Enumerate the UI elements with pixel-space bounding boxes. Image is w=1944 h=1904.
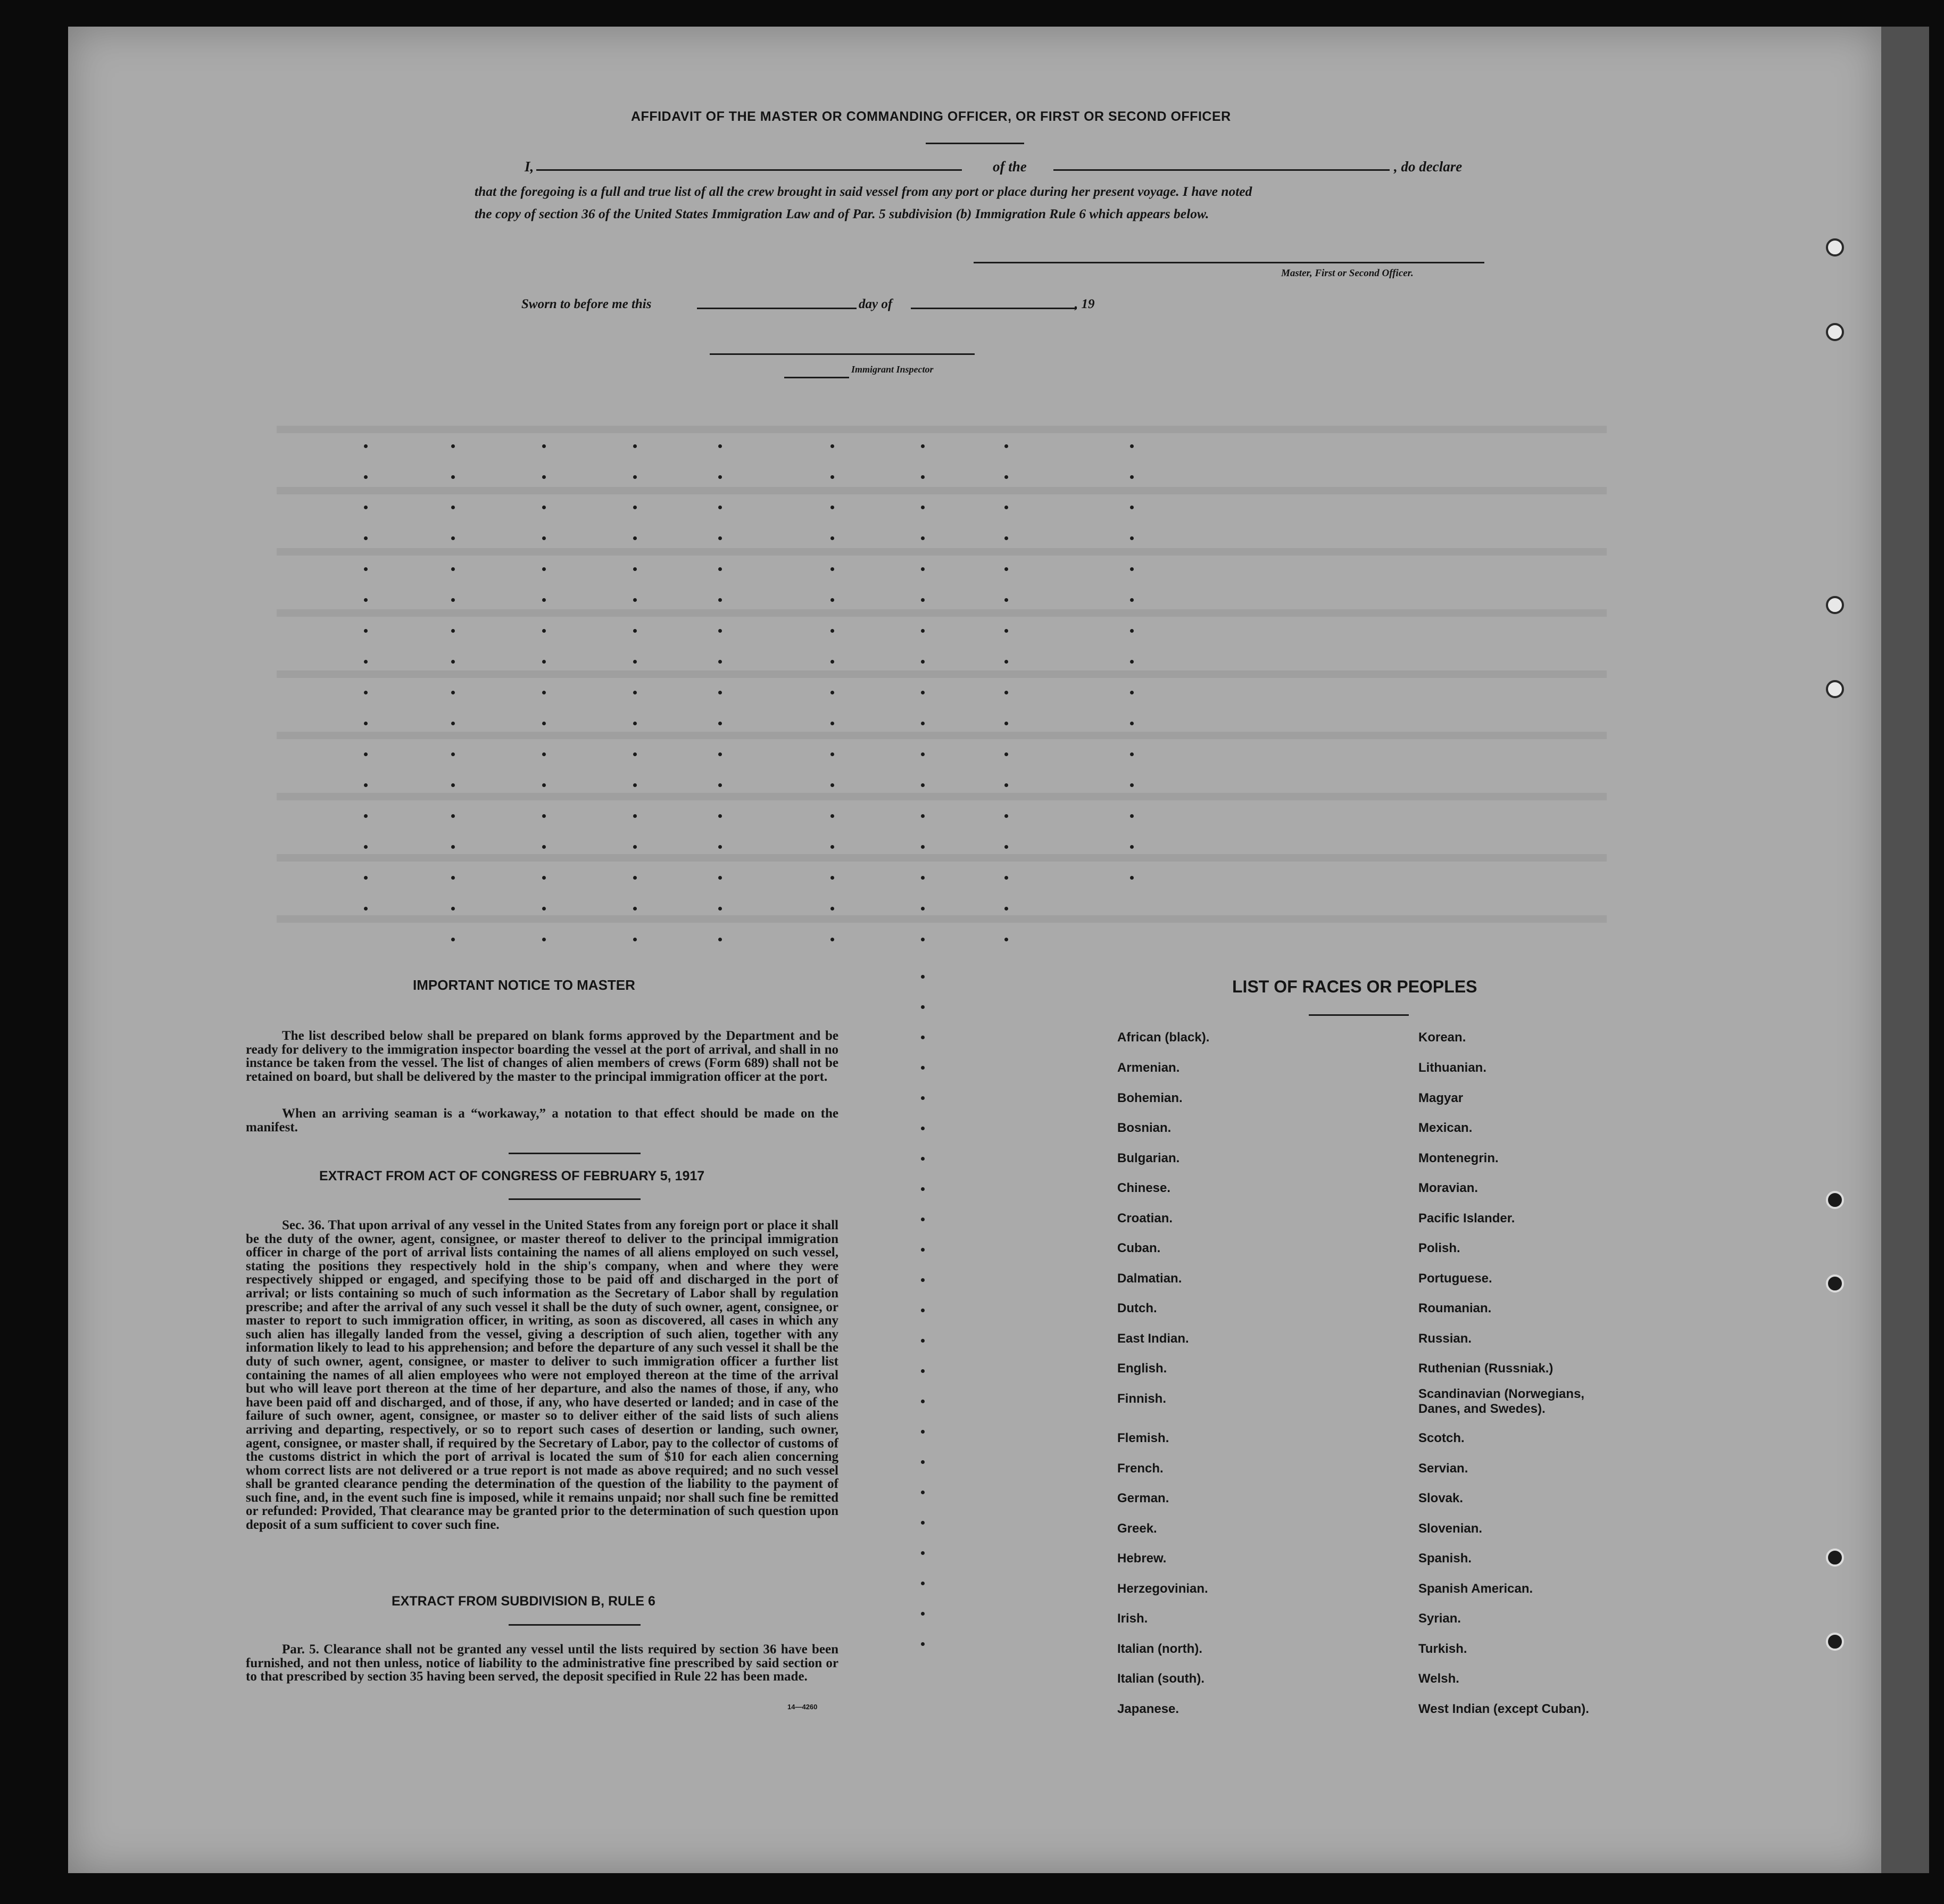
dot-marker [1130,814,1134,818]
dot-marker [1004,938,1008,941]
dot-marker [830,691,834,694]
dot-marker [542,752,546,756]
dot-marker [1130,752,1134,756]
dot-marker [633,722,637,725]
dot-marker [364,783,368,787]
dot-marker [451,876,455,880]
dot-marker [1004,506,1008,509]
dot-marker [633,444,637,448]
dot-marker [364,691,368,694]
dot-marker [921,1612,925,1616]
dot-marker [830,629,834,633]
notice-paragraph-2: When an arriving seaman is a “workaway,” a notation to that effect should be made on the manifest. [246,1106,838,1135]
dot-marker [633,629,637,633]
dot-marker [921,1157,925,1161]
dot-marker [364,814,368,818]
dot-marker [718,752,722,756]
dot-marker [921,506,925,509]
dot-marker [1130,598,1134,602]
dot-marker [921,1339,925,1343]
dot-marker [1004,598,1008,602]
dot-marker [542,629,546,633]
dot-marker [1004,475,1008,479]
dot-marker [364,506,368,509]
dot-marker [921,783,925,787]
binder-hole [1826,680,1844,698]
dot-marker [542,814,546,818]
dot-marker [1130,722,1134,725]
dot-marker [718,444,722,448]
race-item: Slovak. [1418,1491,1464,1505]
dot-marker [921,444,925,448]
dot-marker [1004,783,1008,787]
race-item: West Indian (except Cuban). [1418,1702,1589,1716]
dot-marker [1130,845,1134,849]
dot-marker [830,722,834,725]
race-item: Croatian. [1117,1211,1173,1226]
race-item: Lithuanian. [1418,1061,1486,1075]
divider [509,1624,641,1626]
dot-marker [542,536,546,540]
dot-marker [633,783,637,787]
master-name-field[interactable] [536,169,962,171]
affidavit-i-label: I, [525,159,534,175]
dot-marker [542,598,546,602]
dot-marker [1004,907,1008,910]
form-number: 14—4260 [787,1703,818,1711]
dot-marker [451,598,455,602]
race-item: African (black). [1117,1030,1210,1045]
dot-marker [633,475,637,479]
dot-marker [718,907,722,910]
race-item: East Indian. [1117,1331,1189,1346]
dot-marker [830,506,834,509]
dot-marker [542,567,546,571]
race-item: Spanish. [1418,1551,1472,1566]
dot-marker [921,1400,925,1403]
dot-marker [830,938,834,941]
dot-marker [921,722,925,725]
dot-marker [830,598,834,602]
dot-marker [1004,752,1008,756]
dot-marker [451,536,455,540]
race-item: Greek. [1117,1521,1157,1536]
dot-marker [921,1248,925,1252]
dot-marker [921,845,925,849]
dot-marker [1130,567,1134,571]
dot-marker [921,876,925,880]
inspector-underscore [784,377,849,378]
dot-marker [718,691,722,694]
dot-marker [830,907,834,910]
dot-marker [1130,536,1134,540]
race-item: Syrian. [1418,1611,1461,1626]
extract-act-text: Sec. 36. That upon arrival of any vessel in the United States from any foreign port or place it shall be the duty of the owner, agent, consignee, or master thereof to deliver to the principal immigration officer in charge of the port of arrival lists containing the names of all aliens employed on such vessel, stating the positions they respectively hold in the ship's company, when and where they were respectively shipped or engaged, and specifying those to be paid off and discharged in the port of arrival; or lists containing so much of such information as the Secretary of Labor shall by regulation prescribe; and after the arrival of any such vessel it shall be the duty of such owner, agent, consignee, or master to report to such immigration officer, in writing, as soon as discovered, all cases in which any such alien has illegally landed from the vessel, giving a description of such alien, together with any information likely to lead to his apprehension; and before the departure of any such vessel it shall be the duty of such owner, agent, consignee, or master to deliver to such immigration officer a further list containing the names of all alien employees who were not employed thereon at the time of the arrival but who will leave port thereon at the time of her departure, and also the names of those, if any, who have been paid off and discharged, and of those, if any, who have deserted or landed; and in case of the failure of such owner, agent, consignee, or master so to deliver either of the said lists of such aliens arriving and departing, respectively, or so to report such cases of desertion or landing, such owner, agent, consignee, or master shall, if required by the Secretary of Labor, pay to the collector of customs of the customs district in which the port of arrival is located the sum of $10 for each alien concerning whom correct lists are not delivered or a true report is not made as above required; and no such vessel shall be granted clearance pending the determination of the question of the liability to the payment of such fine, and, in the event such fine is imposed, while it remains unpaid; nor shall such fine be remitted or refunded: Provided, That clearance may be granted prior to the determination of such question upon deposit of a sum sufficient to cover such fine. [246,1218,838,1533]
race-item: Korean. [1418,1030,1466,1045]
dot-marker [364,752,368,756]
dot-marker [1004,536,1008,540]
race-item: Italian (south). [1117,1671,1204,1686]
dot-marker [718,722,722,725]
dot-marker [921,1430,925,1434]
dot-marker [921,1369,925,1373]
dot-marker [1004,814,1008,818]
dot-marker [633,598,637,602]
dot-marker [542,444,546,448]
race-item: French. [1117,1461,1164,1476]
race-item: Japanese. [1117,1702,1179,1716]
dot-marker [921,938,925,941]
dot-marker [451,444,455,448]
race-item: Servian. [1418,1461,1468,1476]
race-item: Flemish. [1117,1431,1169,1445]
dot-marker [542,475,546,479]
race-item: Hebrew. [1117,1551,1167,1566]
sworn-day-field[interactable] [697,308,857,309]
dot-marker [633,752,637,756]
dot-marker [1004,845,1008,849]
binder-hole [1826,1633,1844,1651]
dot-marker [921,1187,925,1191]
race-item: Moravian. [1418,1181,1478,1195]
race-item: Turkish. [1418,1642,1467,1656]
master-signature-field[interactable] [974,262,1484,263]
dot-marker [718,567,722,571]
dot-marker [542,506,546,509]
dot-marker [921,975,925,979]
dot-marker [921,814,925,818]
dot-marker [830,876,834,880]
dot-marker [830,536,834,540]
dot-marker [633,506,637,509]
dot-marker [718,629,722,633]
dot-marker [451,660,455,664]
document-sheet [68,27,1881,1873]
dot-marker [921,598,925,602]
affidavit-body-line-1: that the foregoing is a full and true list of all the crew brought in said vessel from any port or place during her present voyage. I have noted [475,184,1252,199]
affidavit-of-the-label: of the [993,159,1027,175]
inspector-caption: Immigrant Inspector [851,364,934,375]
dot-marker [1004,567,1008,571]
dot-marker [921,1491,925,1494]
dot-marker [364,907,368,910]
dot-marker [718,938,722,941]
race-item: Mexican. [1418,1121,1473,1135]
dot-marker [718,814,722,818]
binder-hole [1826,238,1844,256]
dot-marker [921,1066,925,1070]
dot-marker [830,752,834,756]
dot-marker [451,475,455,479]
dot-marker [921,1005,925,1009]
race-item: Portuguese. [1418,1271,1492,1286]
dot-marker [364,536,368,540]
dot-marker [633,814,637,818]
dot-marker [830,814,834,818]
dot-marker [451,938,455,941]
dot-marker [364,876,368,880]
dot-marker [921,907,925,910]
dot-marker [921,1582,925,1585]
dot-marker [718,660,722,664]
dot-marker [921,660,925,664]
dot-marker [830,660,834,664]
race-item: Dalmatian. [1117,1271,1182,1286]
race-item: Pacific Islander. [1418,1211,1515,1226]
dot-marker [542,938,546,941]
dot-marker [921,536,925,540]
dot-marker [921,629,925,633]
affidavit-body-line-2: the copy of section 36 of the United States Immigration Law and of Par. 5 subdivision (b) Immigration Rule 6 which appears below. [475,206,1209,221]
dot-marker [718,475,722,479]
race-item: Polish. [1418,1241,1460,1255]
race-item: Armenian. [1117,1061,1180,1075]
divider [926,143,1024,144]
dot-marker [921,1036,925,1039]
race-item: Scotch. [1418,1431,1465,1445]
dot-marker [542,876,546,880]
dot-marker [1130,629,1134,633]
dot-marker [451,722,455,725]
race-item: Cuban. [1117,1241,1161,1255]
race-item: Russian. [1418,1331,1472,1346]
dot-marker [364,722,368,725]
dot-marker [451,845,455,849]
race-item: Roumanian. [1418,1301,1492,1315]
race-item: Spanish American. [1418,1582,1533,1596]
races-title: LIST OF RACES OR PEOPLES [1232,977,1477,996]
dot-marker [1004,691,1008,694]
dot-marker [451,567,455,571]
binder-hole [1826,1549,1844,1567]
dot-marker [718,506,722,509]
dot-marker [451,907,455,910]
dot-marker [830,783,834,787]
dot-marker [830,475,834,479]
race-item: Ruthenian (Russniak.) [1418,1361,1553,1376]
year-label: , 19 [1075,297,1095,311]
dot-marker [921,1278,925,1282]
dot-marker [542,783,546,787]
dot-marker [1130,506,1134,509]
vessel-name-field[interactable] [1053,169,1390,171]
race-item: English. [1117,1361,1167,1376]
dot-marker [1130,783,1134,787]
dot-marker [451,752,455,756]
dot-marker [830,567,834,571]
dot-marker [364,629,368,633]
dot-marker [1004,876,1008,880]
dot-marker [718,876,722,880]
dot-marker [718,845,722,849]
divider [509,1198,641,1200]
dot-marker [921,1309,925,1312]
sworn-label: Sworn to before me this [521,297,652,311]
dot-marker [921,1642,925,1646]
dot-marker [633,660,637,664]
extract-act-title: EXTRACT FROM ACT OF CONGRESS OF FEBRUARY 5, 1917 [319,1169,705,1183]
dot-marker [921,1218,925,1221]
dot-marker [542,845,546,849]
binder-hole [1826,1191,1844,1209]
race-item: Scandinavian (Norwegians, Danes, and Swedes). [1418,1387,1585,1416]
notice-title: IMPORTANT NOTICE TO MASTER [413,977,635,993]
dot-marker [921,691,925,694]
day-of-label: day of [859,297,893,311]
dot-marker [542,722,546,725]
race-item: Chinese. [1117,1181,1171,1195]
divider [509,1153,641,1154]
dot-marker [1004,660,1008,664]
extract-rule-title: EXTRACT FROM SUBDIVISION B, RULE 6 [392,1594,655,1609]
dot-marker [1004,722,1008,725]
dot-marker [1130,660,1134,664]
race-item: Montenegrin. [1418,1151,1499,1165]
page-edge-strip [1881,27,1929,1873]
dot-marker [1130,876,1134,880]
race-item: Welsh. [1418,1671,1459,1686]
affidavit-declare-label: , do declare [1394,159,1463,175]
dot-marker [633,567,637,571]
dot-marker [451,629,455,633]
dot-marker [1130,475,1134,479]
binder-hole [1826,323,1844,341]
dot-marker [451,814,455,818]
dot-marker [542,660,546,664]
dot-marker [1004,444,1008,448]
dot-marker [718,598,722,602]
race-item: Irish. [1117,1611,1148,1626]
dot-marker [718,783,722,787]
dot-marker [364,598,368,602]
dot-marker [364,845,368,849]
signature-caption: Master, First or Second Officer. [1281,268,1414,279]
dot-marker [633,536,637,540]
dot-marker [718,536,722,540]
dot-marker [633,845,637,849]
dot-marker [921,567,925,571]
race-item: Italian (north). [1117,1642,1202,1656]
race-item: Finnish. [1117,1392,1166,1406]
binder-hole [1826,1274,1844,1293]
affidavit-title: AFFIDAVIT OF THE MASTER OR COMMANDING OFFICER, OR FIRST OR SECOND OFFICER [631,109,1231,124]
extract-rule-text: Par. 5. Clearance shall not be granted any vessel until the lists required by section 36 have been furnished, and not then unless, notice of liability to the administrative fine prescribed by said section or to that prescribed by section 35 having been served, the deposit specified in Rule 22 has been made. [246,1642,838,1684]
race-item: Herzegovinian. [1117,1582,1208,1596]
dot-marker [451,691,455,694]
race-item: Bulgarian. [1117,1151,1180,1165]
dot-marker [921,1460,925,1464]
race-item: Bohemian. [1117,1091,1183,1105]
race-item: Dutch. [1117,1301,1157,1315]
race-item: Magyar [1418,1091,1464,1105]
dot-marker [364,475,368,479]
dot-marker [921,1127,925,1130]
dot-marker [921,1551,925,1555]
dot-marker [364,567,368,571]
dot-marker [633,938,637,941]
dot-marker [364,660,368,664]
dot-marker [542,691,546,694]
dot-marker [542,907,546,910]
notice-paragraph-1: The list described below shall be prepared on blank forms approved by the Department and be ready for delivery to the immigration inspector boarding the vessel at the port of arrival, and shall in no instance be taken from the vessel. The list of changes of alien members of crews (Form 689) shall not be retained on board, but shall be delivered by the master to the principal immigration officer at the port. [246,1029,838,1084]
dot-marker [830,444,834,448]
dot-marker [1130,444,1134,448]
dot-marker [921,1096,925,1100]
dot-marker [1130,691,1134,694]
race-item: Bosnian. [1117,1121,1172,1135]
dot-marker [364,444,368,448]
inspector-signature-field[interactable] [710,353,975,355]
race-item: German. [1117,1491,1169,1505]
binder-hole [1826,596,1844,614]
race-item: Slovenian. [1418,1521,1483,1536]
dot-marker [633,691,637,694]
dot-marker [1004,629,1008,633]
dot-marker [830,845,834,849]
dot-marker [633,907,637,910]
dot-marker [921,1521,925,1525]
dot-marker [633,876,637,880]
dot-marker [451,783,455,787]
sworn-month-field[interactable] [911,308,1077,309]
dot-marker [451,506,455,509]
dot-marker [921,752,925,756]
dot-marker [921,475,925,479]
divider [1309,1014,1409,1016]
